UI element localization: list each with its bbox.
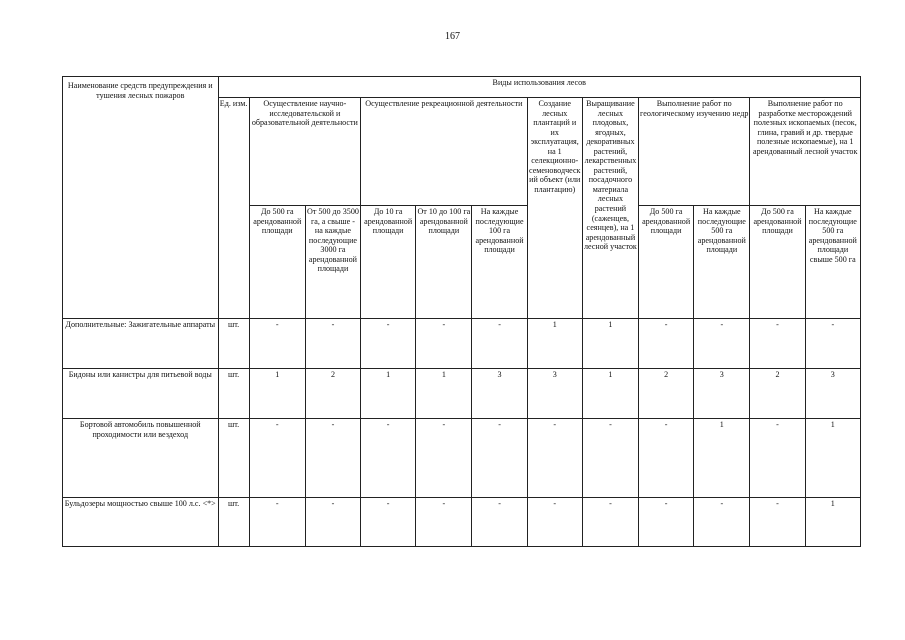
cell-value: 1 bbox=[805, 419, 860, 498]
cell-value: - bbox=[416, 419, 472, 498]
table-row bbox=[63, 319, 861, 369]
row-unit: шт. bbox=[218, 498, 249, 547]
subcol-science-1: До 500 га арендованной площади bbox=[249, 206, 305, 319]
row-name: Дополнительные: Зажигательные аппараты bbox=[63, 319, 219, 369]
cell-value: 1 bbox=[361, 369, 416, 419]
cell-value: - bbox=[582, 419, 638, 498]
cell-value: - bbox=[305, 319, 360, 369]
cell-value: - bbox=[805, 319, 860, 369]
row-name: Бортовой автомобиль повышенной проходимости или вездеход bbox=[63, 419, 219, 498]
cell-value: - bbox=[249, 319, 305, 369]
row-unit: шт. bbox=[218, 319, 249, 369]
table-row bbox=[63, 419, 861, 498]
subcol-science-2: От 500 до 3500 га, а свыше - на каждые последующие 3000 га арендованной площади bbox=[305, 206, 360, 319]
group-cultivation-header: Выращивание лесных плодовых, ягодных, декоративных растений, лекарственных растений, посадочного материала лесных растений (саженцев, сеянцев), на 1 арендованный лесной участок bbox=[582, 98, 638, 319]
cell-value: 3 bbox=[694, 369, 750, 419]
fire-equipment-norms-table bbox=[62, 76, 861, 547]
cell-value: - bbox=[582, 498, 638, 547]
cell-value: - bbox=[639, 319, 694, 369]
cell-value: - bbox=[305, 498, 360, 547]
cell-value: - bbox=[249, 419, 305, 498]
row-name: Бульдозеры мощностью свыше 100 л.с. <*> bbox=[63, 498, 219, 547]
row-name: Бидоны или канистры для питьевой воды bbox=[63, 369, 219, 419]
cell-value: - bbox=[694, 319, 750, 369]
header-row-top bbox=[63, 77, 861, 98]
cell-value: - bbox=[361, 419, 416, 498]
cell-value: 1 bbox=[582, 319, 638, 369]
cell-value: - bbox=[305, 419, 360, 498]
cell-value: - bbox=[249, 498, 305, 547]
cell-value: 2 bbox=[750, 369, 805, 419]
cell-value: 1 bbox=[582, 369, 638, 419]
cell-value: 1 bbox=[249, 369, 305, 419]
cell-value: - bbox=[527, 498, 582, 547]
cell-value: 2 bbox=[639, 369, 694, 419]
row-unit: шт. bbox=[218, 419, 249, 498]
group-geology-header: Выполнение работ по геологическому изучению недр bbox=[639, 98, 750, 206]
cell-value: - bbox=[639, 419, 694, 498]
row-unit: шт. bbox=[218, 369, 249, 419]
subcol-recreation-3: На каждые последующие 100 га арендованной площади bbox=[472, 206, 527, 319]
cell-value: - bbox=[639, 498, 694, 547]
cell-value: - bbox=[472, 419, 527, 498]
cell-value: - bbox=[750, 419, 805, 498]
cell-value: 3 bbox=[472, 369, 527, 419]
subcol-geology-1: До 500 га арендованной площади bbox=[639, 206, 694, 319]
cell-value: 1 bbox=[527, 319, 582, 369]
types-of-forest-use-header: Виды использования лесов bbox=[218, 77, 860, 98]
cell-value: - bbox=[416, 319, 472, 369]
group-science-header: Осуществление научно-исследовательской и образовательной деятельности bbox=[249, 98, 360, 206]
cell-value: - bbox=[361, 498, 416, 547]
group-plantations-header: Создание лесных плантаций и их эксплуатация, на 1 селекционно-семеноводческий объект (или плантацию) bbox=[527, 98, 582, 319]
cell-value: - bbox=[750, 319, 805, 369]
subcol-mining-2: На каждые последующие 500 га арендованной площади свыше 500 га bbox=[805, 206, 860, 319]
group-recreation-header: Осуществление рекреационной деятельности bbox=[361, 98, 528, 206]
name-column-header: Наименование средств предупреждения и тушения лесных пожаров bbox=[63, 77, 219, 319]
cell-value: - bbox=[472, 319, 527, 369]
cell-value: - bbox=[694, 498, 750, 547]
subcol-geology-2: На каждые последующие 500 га арендованной площади bbox=[694, 206, 750, 319]
subcol-mining-1: До 500 га арендованной площади bbox=[750, 206, 805, 319]
cell-value: 1 bbox=[805, 498, 860, 547]
group-mining-header: Выполнение работ по разработке месторождений полезных ископаемых (песок, глина, гравий и др. твердые полезные ископаемые), на 1 арендованный лесной участок bbox=[750, 98, 861, 206]
cell-value: - bbox=[361, 319, 416, 369]
cell-value: 1 bbox=[416, 369, 472, 419]
cell-value: 2 bbox=[305, 369, 360, 419]
subcol-recreation-1: До 10 га арендованной площади bbox=[361, 206, 416, 319]
cell-value: 1 bbox=[694, 419, 750, 498]
table-row bbox=[63, 498, 861, 547]
cell-value: - bbox=[527, 419, 582, 498]
cell-value: - bbox=[416, 498, 472, 547]
table-row bbox=[63, 369, 861, 419]
page-number: 167 bbox=[445, 31, 460, 42]
cell-value: 3 bbox=[805, 369, 860, 419]
subcol-recreation-2: От 10 до 100 га арендованной площади bbox=[416, 206, 472, 319]
cell-value: - bbox=[472, 498, 527, 547]
unit-column-header: Ед. изм. bbox=[218, 98, 249, 319]
cell-value: - bbox=[750, 498, 805, 547]
cell-value: 3 bbox=[527, 369, 582, 419]
